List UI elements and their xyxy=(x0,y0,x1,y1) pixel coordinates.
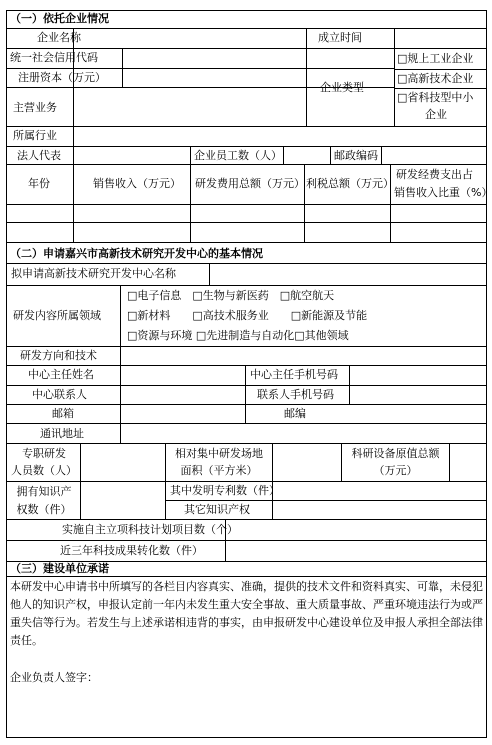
section-2-title: （二）申请嘉兴市高新技术研究开发中心的基本情况 xyxy=(10,247,263,260)
established-date-label: 成立时间 xyxy=(318,31,362,44)
projects-label: 实施自主立项科技计划项目数（个） xyxy=(62,523,238,536)
ip-count-line1: 拥有知识产 xyxy=(16,485,72,498)
fulltime-rd-line2: 人员数（人） xyxy=(11,464,77,477)
type-option-sci-sme-cont: 企业 xyxy=(425,108,447,121)
director-phone-label: 中心主任手机号码 xyxy=(250,368,338,381)
col-tax: 利税总额（万元） xyxy=(306,177,394,190)
invention-patent-label: 其中发明专利数（件） xyxy=(170,484,280,497)
center-name-field[interactable] xyxy=(210,264,486,285)
type-option-sci-sme[interactable]: □省科技型中小 xyxy=(397,91,474,104)
main-business-field[interactable] xyxy=(74,88,306,126)
field-label: 研发内容所属领域 xyxy=(13,309,101,322)
registered-capital-label: 注册资本（万元） xyxy=(18,71,106,84)
address-label: 通讯地址 xyxy=(40,427,84,440)
rd-area-line1: 相对集中研发场地 xyxy=(175,447,263,460)
company-name-label: 企业名称 xyxy=(37,31,81,44)
col-sales: 销售收入（万元） xyxy=(93,177,181,190)
signature-field[interactable] xyxy=(100,668,480,728)
fulltime-rd-line1: 专职研发 xyxy=(22,447,66,460)
col-ratio-line2: 销售收入比重（%） xyxy=(394,186,492,199)
credit-code-label: 统一社会信用代码 xyxy=(10,51,98,64)
direction-label: 研发方向和技术 xyxy=(20,349,97,362)
section-1-title: （一）依托企业情况 xyxy=(10,12,109,25)
contact-phone-label: 联系人手机号码 xyxy=(257,388,334,401)
center-name-label: 拟申请高新技术研究开发中心名称 xyxy=(11,267,176,280)
finance-row-2[interactable] xyxy=(7,223,486,242)
legal-rep-label: 法人代表 xyxy=(17,149,61,162)
zip-label: 邮编 xyxy=(284,407,306,420)
field-options-row-2[interactable]: □新材料 □高技术服务业 □新能源及节能 xyxy=(127,309,368,322)
main-business-label: 主营业务 xyxy=(13,101,57,114)
type-option-industrial[interactable]: □规上工业企业 xyxy=(397,52,474,65)
ip-count-line2: 权数（件） xyxy=(16,503,72,516)
pledge-text: 本研发中心申请书中所填写的各栏目内容真实、准确，提供的技术文件和资料真实、可靠，未侵犯他人的知识产权，申报认定前一年内未发生重大安全事故、重大质量事故、严重环境违法行为或严重失信等行为。若发生与上述承诺相违背的事实，由申报研发中心建设单位及申报人承担全部法律责任。 xyxy=(10,580,483,647)
equipment-line2: （万元） xyxy=(373,464,418,477)
company-type-label: 企业类型 xyxy=(320,81,364,94)
equipment-line1: 科研设备原值总额 xyxy=(351,447,440,460)
employees-label: 企业员工数（人） xyxy=(194,149,282,162)
established-date-field[interactable] xyxy=(395,29,486,48)
rd-area-line2: 面积（平方米） xyxy=(180,464,258,477)
director-name-label: 中心主任姓名 xyxy=(28,368,94,381)
industry-label: 所属行业 xyxy=(13,129,57,142)
registered-capital-field[interactable] xyxy=(123,69,306,87)
signature-label: 企业负责人签字： xyxy=(10,671,98,684)
email-label: 邮箱 xyxy=(52,407,74,420)
section-3-title: （三）建设单位承诺 xyxy=(10,562,109,575)
company-name-field[interactable] xyxy=(74,29,306,48)
field-options-row-1[interactable]: □电子信息 □生物与新医药 □航空航天 xyxy=(127,289,335,302)
field-options-row-3[interactable]: □资源与环境 □先进制造与自动化□其他领域 xyxy=(127,329,349,342)
col-ratio-line1: 研发经费支出占 xyxy=(396,168,473,181)
col-year: 年份 xyxy=(28,177,50,190)
type-option-hightech[interactable]: □高新技术企业 xyxy=(397,72,474,85)
postcode-label: 邮政编码 xyxy=(334,149,378,162)
conversion-label: 近三年科技成果转化数（件） xyxy=(60,544,203,557)
finance-row-1[interactable] xyxy=(7,205,486,222)
col-rd-cost: 研发费用总额（万元） xyxy=(195,177,305,190)
industry-field[interactable] xyxy=(74,127,486,146)
direction-field[interactable] xyxy=(121,347,486,365)
other-ip-label: 其它知识产权 xyxy=(184,503,250,516)
credit-code-field[interactable] xyxy=(123,49,306,68)
contact-label: 中心联系人 xyxy=(32,388,87,401)
